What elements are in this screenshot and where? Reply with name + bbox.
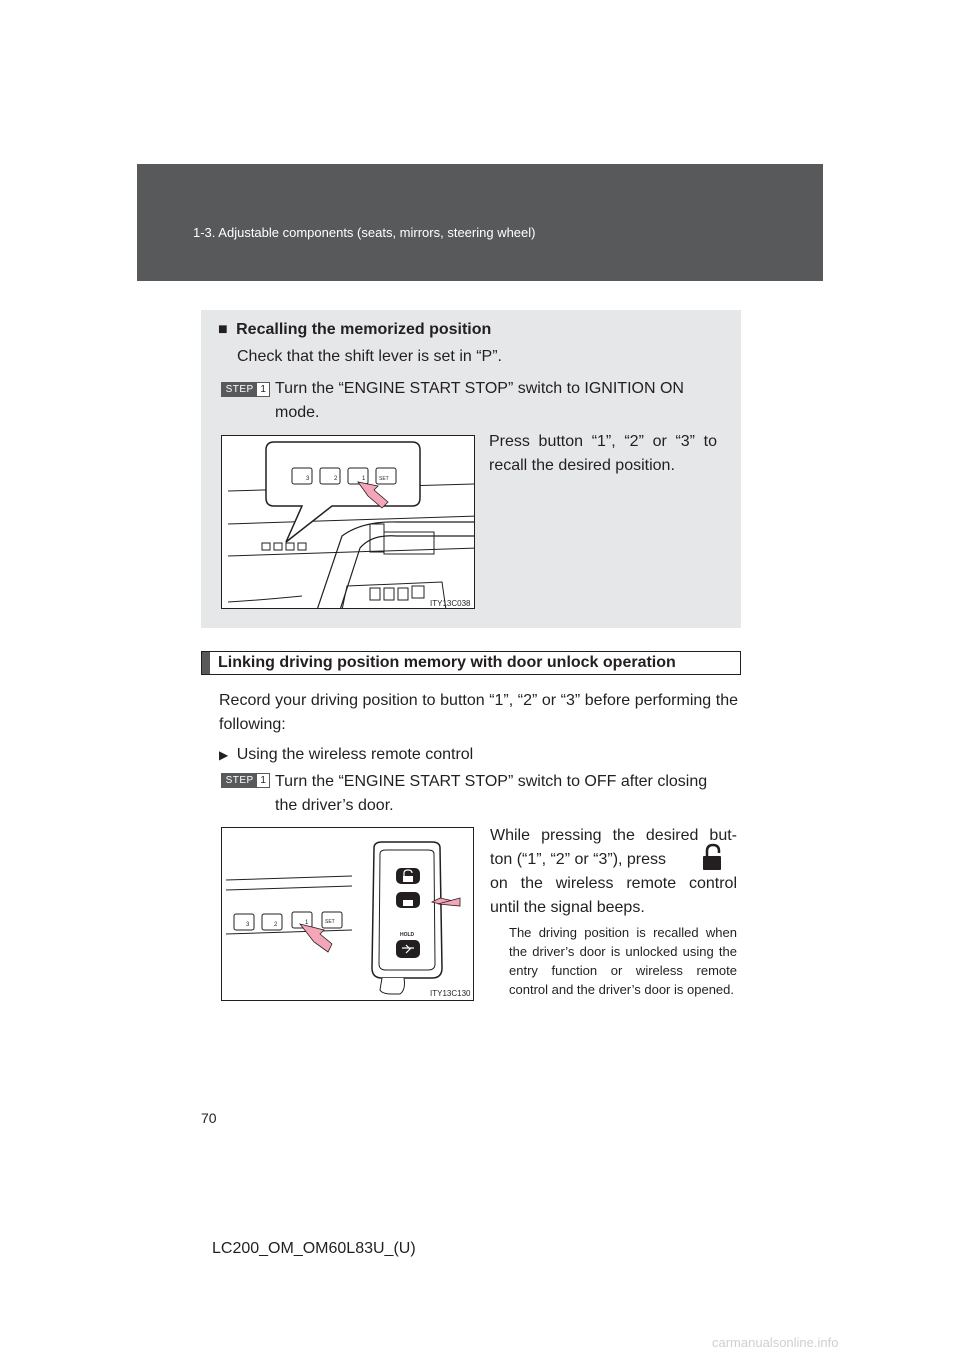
linking-step1-text — [275, 770, 737, 818]
button-3-label: 3 — [246, 922, 250, 928]
watermark: carmanualsonline.info — [712, 1335, 839, 1350]
linking-step1-line2: the driver’s door. — [275, 797, 394, 814]
linking-step2-line1: While pressing the desired but- — [490, 827, 737, 844]
button-2-label: 2 — [274, 922, 278, 928]
recall-heading — [218, 318, 491, 342]
page-number: 70 — [201, 1110, 217, 1126]
linking-step2-line3: on the wireless remote control until the signal beeps. — [490, 875, 737, 916]
step-label: STEP — [222, 774, 257, 787]
linking-intro: Record your driving position to button “1”, “2” or “3” before performing the following: — [219, 692, 738, 733]
recall-step1-badge — [221, 382, 270, 397]
button-3-label: 3 — [306, 476, 310, 482]
button-1-label: 1 — [305, 920, 309, 926]
heading-bar — [202, 652, 210, 674]
button-1-label: 1 — [362, 476, 366, 482]
figure-code: ITY13C038 — [430, 599, 471, 608]
linking-section-heading — [201, 651, 741, 675]
hold-label: HOLD — [400, 932, 415, 938]
section-title: 1-3. Adjustable components (seats, mirrors, steering wheel) — [193, 225, 536, 240]
step-label: STEP — [222, 383, 257, 396]
linking-step1-line1: Turn the “ENGINE START STOP” switch to OFF after closing — [275, 773, 708, 790]
set-button-label: SET — [325, 919, 335, 925]
door-panel-illustration — [222, 436, 475, 609]
recall-step2-text: Press button “1”, “2” or “3” to recall the desired position. — [489, 433, 717, 474]
remote-control-figure — [221, 827, 474, 1001]
recall-intro: Check that the shift lever is set in “P”. — [237, 348, 502, 365]
button-2-label: 2 — [334, 476, 338, 482]
recall-step1-line1: Turn the “ENGINE START STOP” switch to IGNITION ON — [275, 380, 684, 397]
square-bullet-icon: ■ — [218, 321, 228, 338]
linking-method — [219, 743, 473, 767]
door-memory-buttons-figure — [221, 435, 475, 609]
document-code: LC200_OM_OM60L83U_(U) — [212, 1240, 416, 1257]
triangle-marker-icon: ▶ — [219, 748, 229, 762]
step-number: 1 — [260, 384, 266, 395]
linking-method-text: Using the wireless remote control — [236, 746, 474, 763]
section-header-band — [137, 164, 823, 281]
recall-heading-text: Recalling the memorized position — [236, 321, 492, 338]
recall-step1-line2: mode. — [275, 404, 320, 421]
remote-control-illustration — [222, 828, 474, 1001]
linking-heading-text: Linking driving position memory with door unlock operation — [218, 654, 676, 671]
figure-code: ITY13C130 — [430, 989, 471, 998]
step-number: 1 — [260, 775, 266, 786]
linking-step1-badge — [221, 773, 270, 788]
set-button-label: SET — [379, 476, 389, 482]
linking-note: The driving position is recalled when the driver’s door is unlocked using the entry function or wireless remote control and the driver’s door is opened. — [509, 925, 737, 997]
recall-step1-text — [275, 377, 737, 425]
linking-step2-line2: ton (“1”, “2” or “3”), press — [490, 851, 667, 868]
